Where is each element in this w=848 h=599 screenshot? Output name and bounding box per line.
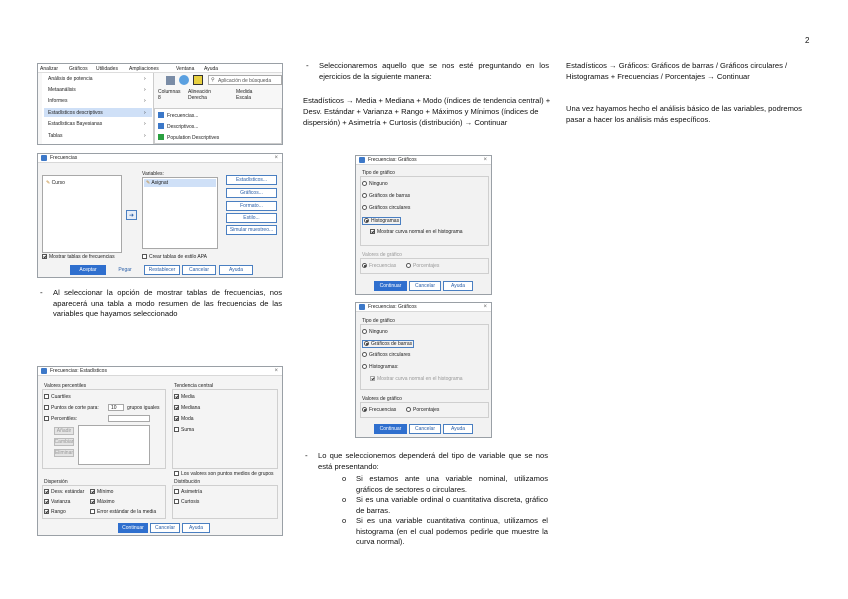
continuar-button[interactable]: Continuar bbox=[374, 281, 407, 291]
sub-bullet-marker: o bbox=[342, 495, 347, 504]
error-checkbox[interactable] bbox=[90, 509, 156, 515]
graphs-dialog-2 bbox=[355, 302, 492, 438]
checkbox-checked-icon bbox=[42, 254, 47, 259]
variable-curso-label: Curso bbox=[51, 180, 65, 186]
anadir-button[interactable]: Añadir bbox=[54, 427, 74, 435]
checkbox-checked-icon bbox=[44, 499, 49, 504]
values-title: Valores de gráfico bbox=[362, 252, 402, 258]
ayuda-button[interactable]: Ayuda bbox=[219, 265, 253, 275]
page-number: 2 bbox=[805, 36, 810, 45]
checkbox-checked-icon bbox=[174, 405, 179, 410]
move-right-button[interactable] bbox=[126, 210, 137, 220]
radio-icon bbox=[362, 193, 367, 198]
sub-bullet-marker: o bbox=[342, 516, 347, 525]
cancelar-button[interactable]: Cancelar bbox=[409, 281, 441, 291]
circulares-radio[interactable] bbox=[362, 205, 410, 211]
app-icon bbox=[359, 157, 365, 163]
variable-asignat[interactable] bbox=[146, 180, 168, 186]
close-icon[interactable]: × bbox=[483, 157, 487, 163]
radio-icon bbox=[406, 263, 411, 268]
cell-alineacion: Derecha bbox=[188, 95, 207, 101]
show-tables-checkbox[interactable] bbox=[42, 254, 115, 260]
dispersion-title: Dispersión bbox=[44, 479, 68, 485]
checkbox-checked-icon bbox=[44, 489, 49, 494]
menu-item-descriptivos[interactable]: Estadísticos descriptivos bbox=[48, 110, 103, 116]
bottom-middle-block bbox=[305, 451, 548, 472]
left-paragraph: Al seleccionar la opción de mostrar tablas de frecuencias, nos aparecerá una tabla a modo resumen de las frecuencias de las variables que hayamos seleccionado bbox=[53, 288, 282, 318]
sub-bullet-list bbox=[342, 474, 548, 548]
submenu-population[interactable]: Population Descriptives bbox=[167, 135, 220, 141]
checkbox-checked-icon bbox=[174, 394, 179, 399]
col-header-medida: Medida bbox=[236, 89, 253, 95]
asimetria-checkbox[interactable] bbox=[174, 489, 202, 495]
variable-asignat-label: Asignat bbox=[151, 180, 169, 186]
radio-selected-icon bbox=[364, 341, 369, 346]
type-title: Tipo de gráfico bbox=[362, 318, 395, 324]
right-paragraph-2: Una vez hayamos hecho el análisis básico de las variables, podremos pasar a hacer los análisis más específicos. bbox=[566, 104, 802, 124]
estilo-button[interactable]: Estilo... bbox=[226, 213, 277, 223]
menu-graficos[interactable]: Gráficos bbox=[69, 66, 88, 72]
cuartiles-label: Cuartiles bbox=[51, 394, 71, 400]
sub-bullet-text: Si es una variable cuantitativa continua, utilizamos el histograma (en el cual podemos pedirle que muestre la curva normal). bbox=[356, 516, 548, 546]
barras-label: Gráficos de barras bbox=[369, 193, 411, 199]
histogramas-radio[interactable] bbox=[362, 364, 398, 370]
radio-icon bbox=[406, 407, 411, 412]
barras-radio[interactable] bbox=[362, 340, 414, 348]
curtosis-checkbox[interactable] bbox=[174, 499, 199, 505]
dialog-titlebar bbox=[38, 154, 282, 163]
chevron-right-icon: › bbox=[144, 87, 146, 93]
maximo-label: Máximo bbox=[97, 499, 115, 505]
checkbox-checked-icon bbox=[370, 229, 375, 234]
source-variable-list[interactable] bbox=[42, 175, 122, 253]
middle-intro: Seleccionaremos aquello que se nos esté preguntando en los ejercicios de la siguiente manera: bbox=[319, 61, 549, 81]
rango-label: Rango bbox=[51, 509, 66, 515]
simular-button[interactable]: Simular muestreo... bbox=[226, 225, 277, 235]
checkbox-icon bbox=[174, 427, 179, 432]
menubar bbox=[38, 64, 283, 73]
population-icon bbox=[158, 134, 164, 140]
frequencies-icon bbox=[158, 112, 164, 118]
cancelar-button[interactable]: Cancelar bbox=[150, 523, 180, 533]
normal-curve-checkbox[interactable] bbox=[370, 376, 463, 382]
cambiar-button[interactable]: Cambiar bbox=[54, 439, 74, 445]
minimo-checkbox[interactable] bbox=[90, 489, 113, 495]
media-checkbox[interactable] bbox=[174, 394, 195, 400]
normal-curve-label: Mostrar curva normal en el histograma bbox=[377, 376, 463, 382]
cuartiles-checkbox[interactable] bbox=[44, 394, 71, 400]
chevron-right-icon: › bbox=[144, 121, 146, 127]
media-label: Media bbox=[181, 394, 195, 400]
close-icon[interactable]: × bbox=[483, 304, 487, 310]
selected-variable-list[interactable] bbox=[142, 177, 218, 249]
checkbox-icon bbox=[90, 509, 95, 514]
ayuda-button[interactable]: Ayuda bbox=[443, 281, 473, 291]
menu-ayuda[interactable]: Ayuda bbox=[204, 66, 219, 72]
formato-button[interactable]: Formato... bbox=[226, 201, 277, 211]
ninguno-label: Ninguno bbox=[369, 329, 388, 335]
search-icon: ⚲ bbox=[211, 77, 215, 83]
desv-checkbox[interactable] bbox=[44, 489, 84, 495]
checkbox-checked-icon bbox=[44, 509, 49, 514]
chevron-right-icon: › bbox=[144, 110, 146, 116]
search-input[interactable] bbox=[208, 75, 282, 85]
sub-bullet-item bbox=[342, 474, 548, 495]
radio-icon bbox=[362, 329, 367, 334]
menu-utilidades[interactable]: Utilidades bbox=[96, 66, 118, 72]
graficos-button[interactable]: Gráficos... bbox=[226, 188, 277, 198]
varianza-label: Varianza bbox=[51, 499, 71, 505]
mediana-label: Mediana bbox=[181, 405, 201, 411]
histogramas-label: Histogramas: bbox=[369, 364, 399, 370]
asimetria-label: Asimetría bbox=[181, 489, 203, 495]
scale-icon: ✎ bbox=[46, 180, 51, 186]
variables-label: Variables: bbox=[142, 171, 164, 177]
radio-icon bbox=[362, 205, 367, 210]
histogramas-radio[interactable] bbox=[362, 217, 401, 225]
checkbox-checked-icon bbox=[90, 489, 95, 494]
statistics-dialog bbox=[37, 366, 283, 536]
circulares-radio[interactable] bbox=[362, 352, 410, 358]
percentiles-checkbox[interactable] bbox=[44, 416, 77, 422]
maximo-checkbox[interactable] bbox=[90, 499, 115, 505]
menu-item-tablas[interactable]: Tablas bbox=[48, 133, 63, 139]
checkbox-checked-icon bbox=[370, 376, 375, 381]
star-icon[interactable] bbox=[193, 75, 203, 85]
varianza-checkbox[interactable] bbox=[44, 499, 70, 505]
porcentajes-label: Porcentajes bbox=[413, 407, 440, 413]
cell-medida: Escala bbox=[236, 95, 252, 101]
ayuda-button[interactable]: Ayuda bbox=[182, 523, 210, 533]
percentile-list[interactable] bbox=[78, 425, 150, 465]
pie-icon[interactable] bbox=[179, 75, 189, 85]
normal-curve-checkbox[interactable] bbox=[370, 229, 463, 235]
bottom-middle-intro: Lo que seleccionemos dependerá del tipo de variable que se nos está presentando: bbox=[318, 451, 548, 471]
menu-ventana[interactable]: Ventana bbox=[176, 66, 195, 72]
aceptar-button[interactable]: Aceptar bbox=[70, 265, 106, 275]
show-tables-label: Mostrar tablas de frecuencias bbox=[49, 254, 115, 260]
submenu-descriptivos[interactable]: Descriptivos... bbox=[167, 124, 199, 130]
distribution-title: Distribución bbox=[174, 479, 201, 485]
estadisticos-button[interactable]: Estadísticos... bbox=[226, 175, 277, 185]
graphs-dialog-1 bbox=[355, 155, 492, 295]
frecuencias-label: Frecuencias bbox=[369, 263, 397, 269]
chart-icon[interactable] bbox=[166, 76, 175, 85]
sub-bullet-item bbox=[342, 516, 548, 548]
app-icon bbox=[41, 368, 47, 374]
app-icon bbox=[41, 155, 47, 161]
circulares-label: Gráficos circulares bbox=[369, 352, 411, 358]
rango-checkbox[interactable] bbox=[44, 509, 66, 515]
porcentajes-radio[interactable] bbox=[406, 263, 439, 269]
suma-checkbox[interactable] bbox=[174, 427, 194, 433]
descriptives-icon bbox=[158, 123, 164, 129]
checkbox-checked-icon bbox=[90, 499, 95, 504]
cut-points-checkbox[interactable] bbox=[44, 405, 99, 411]
cancelar-button[interactable]: Cancelar bbox=[409, 424, 441, 434]
chevron-right-icon: › bbox=[144, 76, 146, 82]
bullet-dash: - bbox=[305, 451, 308, 460]
sub-bullet-marker: o bbox=[342, 474, 347, 483]
histogramas-label: Histogramas bbox=[371, 218, 400, 224]
error-label: Error estándar de la media bbox=[97, 509, 157, 515]
chevron-right-icon: › bbox=[144, 98, 146, 104]
checkbox-icon bbox=[174, 499, 179, 504]
continuar-button[interactable]: Continuar bbox=[118, 523, 148, 533]
graphs2-titlebar bbox=[356, 303, 491, 312]
radio-selected-icon bbox=[362, 407, 367, 412]
continuar-button[interactable]: Continuar bbox=[374, 424, 407, 434]
cell-columnas: 8 bbox=[158, 95, 161, 101]
checkbox-icon bbox=[174, 471, 179, 476]
sub-bullet-text: Si es una variable ordinal o cuantitativa discreta, gráfico de barras. bbox=[356, 495, 548, 515]
menu-item-metaanalisis[interactable]: Metaanálisis bbox=[48, 87, 76, 93]
minimo-label: Mínimo bbox=[97, 489, 114, 495]
descriptivos-submenu bbox=[154, 108, 282, 144]
cut-points-label: Puntos de corte para: bbox=[51, 405, 99, 411]
barras-label: Gráficos de barras bbox=[371, 341, 413, 347]
groups-input[interactable] bbox=[108, 404, 124, 411]
apa-label: Crear tablas de estilo APA bbox=[149, 254, 207, 260]
midpoints-checkbox[interactable] bbox=[174, 471, 274, 477]
scale-icon: ✎ bbox=[146, 180, 151, 186]
percentile-input[interactable] bbox=[108, 415, 150, 422]
submenu-frecuencias[interactable]: Frecuencias... bbox=[167, 113, 199, 119]
sub-bullet-text: Si estamos ante una variable nominal, utilizamos gráficos de sectores o circulares. bbox=[356, 474, 548, 494]
curtosis-label: Curtosis bbox=[181, 499, 200, 505]
porcentajes-label: Porcentajes bbox=[413, 263, 440, 269]
menu-item-informes[interactable]: Informes bbox=[48, 98, 68, 104]
circulares-label: Gráficos circulares bbox=[369, 205, 411, 211]
central-title: Tendencia central bbox=[174, 383, 214, 389]
menu-analizar[interactable]: Analizar bbox=[40, 66, 59, 72]
frecuencias-radio[interactable] bbox=[362, 263, 396, 269]
middle-intro-block bbox=[306, 61, 549, 82]
close-icon[interactable]: × bbox=[274, 368, 278, 374]
percentiles-label: Percentiles: bbox=[51, 416, 78, 422]
menu-item-bayesianas[interactable]: Estadísticas Bayesianas bbox=[48, 121, 103, 127]
suma-label: Suma bbox=[181, 427, 195, 433]
normal-curve-label: Mostrar curva normal en el histograma bbox=[377, 229, 463, 235]
frecuencias-label: Frecuencias bbox=[369, 407, 397, 413]
restablecer-button[interactable]: Restablecer bbox=[144, 265, 180, 275]
close-icon[interactable]: × bbox=[274, 155, 278, 161]
checkbox-icon bbox=[44, 416, 49, 421]
moda-checkbox[interactable] bbox=[174, 416, 194, 422]
barras-radio[interactable] bbox=[362, 193, 410, 199]
graphs2-title: Frecuencias: Gráficos bbox=[368, 304, 417, 310]
checkbox-icon bbox=[142, 254, 147, 259]
left-paragraph-block bbox=[40, 288, 282, 320]
percentiles-title: Valores percentiles bbox=[44, 383, 87, 389]
checkbox-icon bbox=[44, 394, 49, 399]
ninguno-label: Ninguno bbox=[369, 181, 388, 187]
menu-item-potencia[interactable]: Análisis de potencia bbox=[48, 76, 93, 82]
sub-bullet-item bbox=[342, 495, 548, 516]
groups-label: grupos iguales bbox=[127, 405, 160, 411]
right-paragraph-1: Estadísticos → Gráficos: Gráficos de barras / Gráficos circulares / Histogramas + Frecuencias / Porcentajes → Continuar bbox=[566, 61, 788, 81]
menu-screenshot bbox=[37, 63, 283, 145]
middle-formula: Estadísticos → Media + Mediana + Modo (índices de tendencia central) + Desv. Estándar + Varianza + Rango + Máximos y Mínimos (índices de dispersión) + Asimetría + Curtosis (distribución) → Continuar bbox=[303, 96, 551, 127]
col-header-columnas: Columnas bbox=[158, 89, 181, 95]
ninguno-radio[interactable] bbox=[362, 329, 388, 335]
moda-label: Moda bbox=[181, 416, 194, 422]
col-header-alineacion: Alineación bbox=[188, 89, 212, 95]
apa-checkbox[interactable] bbox=[142, 254, 207, 260]
values-title: Valores de gráfico bbox=[362, 396, 402, 402]
frequencies-dialog bbox=[37, 153, 283, 278]
checkbox-icon bbox=[174, 489, 179, 494]
graphs1-titlebar bbox=[356, 156, 491, 165]
mediana-checkbox[interactable] bbox=[174, 405, 200, 411]
ayuda-button[interactable]: Ayuda bbox=[443, 424, 473, 434]
midpoints-label: Los valores son puntos medios de grupos bbox=[181, 471, 274, 477]
stats-title: Frecuencias: Estadísticos bbox=[50, 368, 107, 374]
search-placeholder: Aplicación de búsqueda bbox=[218, 78, 272, 84]
porcentajes-radio[interactable] bbox=[406, 407, 439, 413]
radio-icon bbox=[362, 181, 367, 186]
stats-titlebar bbox=[38, 367, 282, 376]
desv-label: Desv. estándar bbox=[51, 489, 85, 495]
radio-selected-icon bbox=[364, 218, 369, 223]
checkbox-icon bbox=[44, 405, 49, 410]
chevron-right-icon: › bbox=[144, 133, 146, 139]
cancelar-button[interactable]: Cancelar bbox=[182, 265, 216, 275]
radio-icon bbox=[362, 364, 367, 369]
bullet-dash: - bbox=[306, 61, 309, 70]
groups-value: 10 bbox=[111, 405, 117, 411]
variable-curso[interactable] bbox=[46, 180, 65, 186]
radio-icon bbox=[362, 352, 367, 357]
checkbox-checked-icon bbox=[174, 416, 179, 421]
eliminar-button[interactable]: Eliminar bbox=[54, 450, 74, 456]
bullet-dash: - bbox=[40, 288, 43, 297]
graphs1-title: Frecuencias: Gráficos bbox=[368, 157, 417, 163]
pegar-button[interactable]: Pegar bbox=[118, 267, 132, 273]
frecuencias-radio[interactable] bbox=[362, 407, 396, 413]
arrow-right-icon: ➜ bbox=[128, 212, 135, 219]
radio-selected-icon bbox=[362, 263, 367, 268]
app-icon bbox=[359, 304, 365, 310]
type-title: Tipo de gráfico bbox=[362, 170, 395, 176]
menu-ampliaciones[interactable]: Ampliaciones bbox=[129, 66, 159, 72]
ninguno-radio[interactable] bbox=[362, 181, 388, 187]
dialog-title: Frecuencias bbox=[50, 155, 78, 161]
analizar-dropdown bbox=[42, 73, 154, 145]
